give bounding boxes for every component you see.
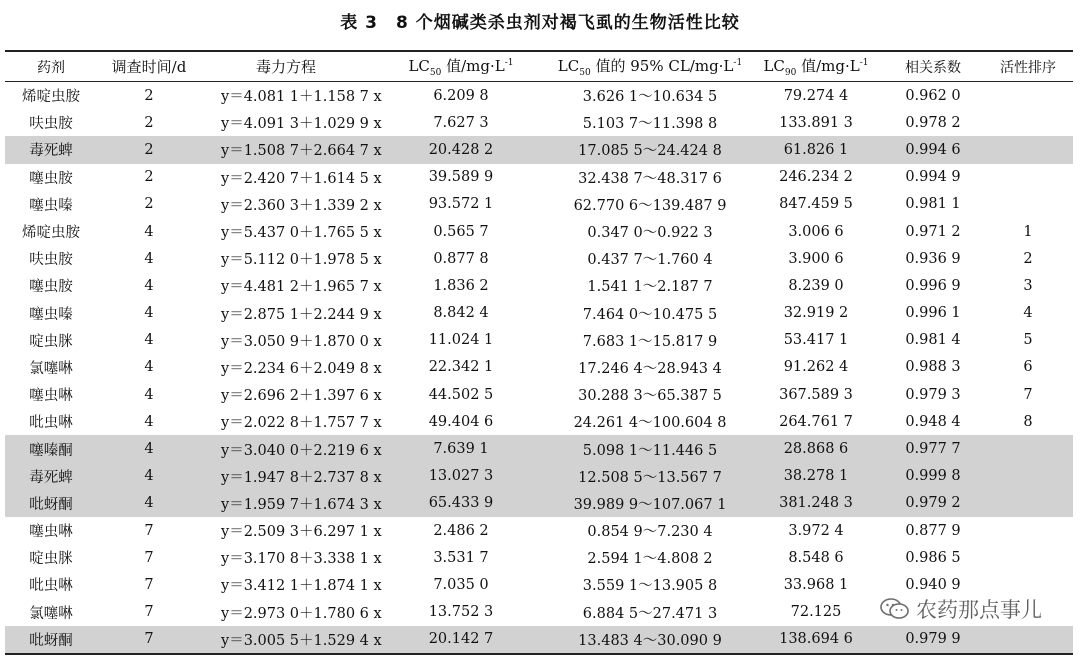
table-row [5, 300, 1073, 327]
cell-lc90: 38.278 1 [783, 468, 849, 485]
cell-rank: 5 [1023, 332, 1033, 349]
cell-lc50: 39.589 9 [428, 169, 494, 186]
cell-lc50-cl: 62.770 6～139.487 9 [573, 197, 727, 214]
cell-equation: y＝3.005 5＋1.529 4 x [221, 632, 382, 649]
cell-agent: 噻虫啉 [29, 388, 73, 405]
cell-lc90: 28.868 6 [783, 441, 849, 458]
header-lc90: $LC_{90}$ 值$/mg\cdot L^{-1}$ [763, 57, 869, 78]
cell-equation: y＝1.508 7＋2.664 7 x [221, 143, 382, 160]
cell-correlation: 0.877 9 [905, 522, 961, 539]
cell-lc50: 7.627 3 [433, 114, 489, 131]
cell-agent: 氯噻啉 [29, 360, 73, 377]
cell-days: 7 [144, 522, 154, 539]
header-days: 调查时间/d [111, 58, 187, 76]
cell-equation: y＝2.875 1＋2.244 9 x [221, 306, 382, 323]
cell-days: 2 [144, 87, 154, 104]
cell-correlation: 0.977 7 [905, 441, 961, 458]
table-row [5, 381, 1073, 408]
table-row [5, 218, 1073, 245]
cell-lc50-cl: 7.683 1～15.817 9 [582, 333, 718, 350]
cell-correlation: 0.979 3 [905, 386, 961, 403]
cell-correlation: 0.979 9 [905, 631, 961, 648]
cell-lc50-cl: 1.541 1～2.187 7 [587, 279, 713, 296]
table-row [5, 463, 1073, 490]
cell-rank: 1 [1023, 223, 1033, 240]
cell-equation: y＝5.112 0＋1.978 5 x [221, 252, 382, 269]
cell-lc90: 8.548 6 [788, 549, 844, 566]
cell-equation: y＝4.091 3＋1.029 9 x [221, 116, 382, 133]
cell-lc50-cl: 17.085 5～24.424 8 [578, 143, 722, 160]
cell-lc50-cl: 6.884 5～27.471 3 [582, 605, 718, 622]
cell-lc50: 11.024 1 [428, 332, 494, 349]
cell-lc90: 91.262 4 [783, 359, 849, 376]
cell-days: 2 [144, 196, 154, 213]
cell-lc50: 13.027 3 [428, 468, 494, 485]
cell-lc50-cl: 3.626 1～10.634 5 [582, 89, 718, 106]
table-row [5, 517, 1073, 544]
table-row [5, 109, 1073, 136]
cell-days: 7 [144, 549, 154, 566]
cell-days: 4 [144, 495, 154, 512]
cell-equation: y＝3.040 0＋2.219 6 x [221, 442, 382, 459]
cell-days: 7 [144, 576, 154, 593]
cell-correlation: 0.981 4 [905, 332, 961, 349]
cell-days: 4 [144, 441, 154, 458]
cell-lc90: 367.589 3 [779, 386, 853, 403]
cell-equation: y＝3.170 8＋3.338 1 x [221, 551, 382, 568]
cell-days: 4 [144, 413, 154, 430]
cell-lc50: 7.035 0 [433, 576, 489, 593]
cell-lc90: 79.274 4 [783, 87, 849, 104]
cell-rank: 3 [1023, 277, 1033, 294]
table-row [5, 82, 1073, 109]
cell-agent: 噻虫胺 [29, 279, 73, 296]
table-row [5, 245, 1073, 272]
cell-correlation: 0.979 2 [905, 495, 961, 512]
cell-agent: 噻虫胺 [29, 170, 73, 187]
table-row [5, 354, 1073, 381]
cell-days: 4 [144, 386, 154, 403]
cell-agent: 呋虫胺 [29, 116, 73, 133]
table-row [5, 191, 1073, 218]
cell-days: 2 [144, 169, 154, 186]
cell-rank: 8 [1023, 413, 1033, 430]
cell-lc50-cl: 5.103 7～11.398 8 [582, 116, 718, 133]
cell-equation: y＝3.412 1＋1.874 1 x [221, 578, 382, 595]
cell-correlation: 0.994 6 [905, 141, 961, 158]
cell-equation: y＝2.973 0＋1.780 6 x [221, 605, 382, 622]
cell-agent: 啶虫脒 [29, 551, 73, 568]
cell-days: 2 [144, 141, 154, 158]
cell-equation: y＝2.234 6＋2.049 8 x [221, 360, 382, 377]
cell-equation: y＝4.481 2＋1.965 7 x [221, 279, 382, 296]
cell-equation: y＝2.360 3＋1.339 2 x [221, 197, 382, 214]
cell-correlation: 0.936 9 [905, 250, 961, 267]
table-row [5, 490, 1073, 517]
header-equation: 毒力方程 [255, 58, 316, 76]
cell-lc50-cl: 30.288 3～65.387 5 [578, 388, 722, 405]
cell-days: 4 [144, 332, 154, 349]
table-row [5, 327, 1073, 354]
header-agent: 药剂 [37, 59, 65, 76]
cell-lc90: 32.919 2 [783, 305, 849, 322]
watermark-text: 农药那点事儿 [916, 598, 1042, 622]
cell-lc50: 49.404 6 [428, 413, 494, 430]
cell-lc50-cl: 17.246 4～28.943 4 [578, 360, 722, 377]
cell-lc50: 0.565 7 [433, 223, 489, 240]
cell-equation: y＝1.947 8＋2.737 8 x [221, 469, 382, 486]
cell-agent: 烯啶虫胺 [22, 89, 80, 106]
cell-days: 7 [144, 604, 154, 621]
cell-agent: 毒死蜱 [29, 469, 73, 486]
cell-lc90: 133.891 3 [779, 114, 853, 131]
cell-agent: 氯噻啉 [29, 605, 73, 622]
cell-lc50-cl: 0.347 0～0.922 3 [587, 225, 713, 242]
cell-equation: y＝2.420 7＋1.614 5 x [221, 170, 382, 187]
cell-equation: y＝5.437 0＋1.765 5 x [221, 225, 382, 242]
cell-agent: 啶虫脒 [29, 333, 73, 350]
cell-agent: 呋虫胺 [29, 252, 73, 269]
watermark [880, 594, 1042, 624]
wechat-icon [880, 597, 910, 621]
table-row [5, 544, 1073, 571]
cell-lc50-cl: 39.989 9～107.067 1 [573, 496, 727, 513]
cell-agent: 吡虫啉 [29, 578, 73, 595]
cell-lc90: 53.417 1 [783, 332, 849, 349]
header-correlation: 相关系数 [905, 59, 961, 76]
cell-lc50-cl: 7.464 0～10.475 5 [582, 306, 718, 323]
cell-correlation: 0.948 4 [905, 413, 961, 430]
cell-lc50: 0.877 8 [433, 250, 489, 267]
table-header-row [5, 52, 1073, 82]
cell-lc50-cl: 0.437 7～1.760 4 [587, 252, 713, 269]
cell-lc90: 61.826 1 [783, 141, 849, 158]
cell-lc50: 2.486 2 [433, 522, 489, 539]
cell-equation: y＝2.509 3＋6.297 1 x [221, 524, 382, 541]
cell-days: 7 [144, 631, 154, 648]
cell-lc90: 33.968 1 [783, 576, 849, 593]
cell-days: 4 [144, 359, 154, 376]
table-row [5, 272, 1073, 299]
cell-days: 4 [144, 468, 154, 485]
cell-correlation: 0.996 1 [905, 305, 961, 322]
cell-lc50-cl: 32.438 7～48.317 6 [578, 170, 722, 187]
cell-lc50: 20.428 2 [428, 141, 494, 158]
cell-correlation: 0.996 9 [905, 277, 961, 294]
cell-correlation: 0.971 2 [905, 223, 961, 240]
cell-lc90: 264.761 7 [779, 413, 853, 430]
cell-lc90: 3.972 4 [788, 522, 844, 539]
cell-rank: 6 [1023, 359, 1033, 376]
cell-correlation: 0.988 3 [905, 359, 961, 376]
cell-days: 4 [144, 277, 154, 294]
cell-lc50: 1.836 2 [433, 277, 489, 294]
cell-lc50-cl: 2.594 1～4.808 2 [587, 551, 713, 568]
cell-lc90: 381.248 3 [779, 495, 853, 512]
cell-correlation: 0.981 1 [905, 196, 961, 213]
cell-days: 4 [144, 250, 154, 267]
cell-equation: y＝2.022 8＋1.757 7 x [221, 415, 382, 432]
cell-lc50: 3.531 7 [433, 549, 489, 566]
cell-agent: 吡蚜酮 [29, 496, 73, 513]
cell-lc50: 20.142 7 [428, 631, 494, 648]
cell-agent: 毒死蜱 [29, 143, 73, 160]
cell-correlation: 0.940 9 [905, 576, 961, 593]
table-row [5, 408, 1073, 435]
cell-lc50: 65.433 9 [428, 495, 494, 512]
cell-correlation: 0.986 5 [905, 549, 961, 566]
cell-lc50: 8.842 4 [433, 305, 489, 322]
cell-rank: 2 [1023, 250, 1033, 267]
cell-lc50-cl: 0.854 9～7.230 4 [587, 524, 713, 541]
cell-lc50: 6.209 8 [433, 87, 489, 104]
cell-correlation: 0.962 0 [905, 87, 961, 104]
cell-rank: 7 [1023, 386, 1033, 403]
cell-lc50: 93.572 1 [428, 196, 494, 213]
cell-lc90: 72.125 [790, 604, 842, 621]
cell-agent: 烯啶虫胺 [22, 225, 80, 242]
cell-days: 4 [144, 223, 154, 240]
table-row [5, 435, 1073, 462]
table-row [5, 164, 1073, 191]
cell-lc50-cl: 13.483 4～30.090 9 [578, 632, 722, 649]
cell-agent: 吡虫啉 [29, 415, 73, 432]
cell-lc90: 3.006 6 [788, 223, 844, 240]
cell-lc50: 44.502 5 [428, 386, 494, 403]
cell-lc50: 13.752 3 [428, 604, 494, 621]
data-table [5, 50, 1073, 655]
cell-equation: y＝3.050 9＋1.870 0 x [221, 333, 382, 350]
cell-lc50-cl: 5.098 1～11.446 5 [582, 442, 718, 459]
cell-lc90: 8.239 0 [788, 277, 844, 294]
cell-agent: 吡蚜酮 [29, 632, 73, 649]
cell-days: 2 [144, 114, 154, 131]
table-row [5, 136, 1073, 163]
cell-lc90: 847.459 5 [779, 196, 853, 213]
table-row [5, 626, 1073, 653]
cell-correlation: 0.978 2 [905, 114, 961, 131]
cell-correlation: 0.999 8 [905, 468, 961, 485]
cell-lc90: 138.694 6 [779, 631, 853, 648]
header-rank: 活性排序 [1000, 59, 1056, 76]
cell-agent: 噻虫嗪 [29, 306, 73, 323]
cell-rank: 4 [1023, 305, 1033, 322]
cell-lc50-cl: 3.559 1～13.905 8 [582, 578, 718, 595]
header-lc50-cl: $LC_{50}$ 值的 95% $CL/mg\cdot L^{-1}$ [557, 57, 743, 78]
cell-equation: y＝4.081 1＋1.158 7 x [221, 89, 382, 106]
cell-lc50-cl: 12.508 5～13.567 7 [578, 469, 722, 486]
cell-lc50: 22.342 1 [428, 359, 494, 376]
cell-agent: 噻虫嗪 [29, 197, 73, 214]
table-title: 表 3 8 个烟碱类杀虫剂对褐飞虱的生物活性比较 [340, 13, 740, 33]
cell-lc50: 7.639 1 [433, 441, 489, 458]
cell-agent: 噻嗪酮 [29, 442, 73, 459]
cell-lc90: 3.900 6 [788, 250, 844, 267]
cell-lc90: 246.234 2 [779, 169, 853, 186]
cell-correlation: 0.994 9 [905, 169, 961, 186]
cell-equation: y＝2.696 2＋1.397 6 x [221, 388, 382, 405]
cell-equation: y＝1.959 7＋1.674 3 x [221, 496, 382, 513]
header-lc50: $LC_{50}$ 值$/mg\cdot L^{-1}$ [408, 57, 514, 78]
cell-lc50-cl: 24.261 4～100.604 8 [573, 415, 727, 432]
cell-days: 4 [144, 305, 154, 322]
table-body [5, 82, 1073, 653]
cell-agent: 噻虫啉 [29, 524, 73, 541]
